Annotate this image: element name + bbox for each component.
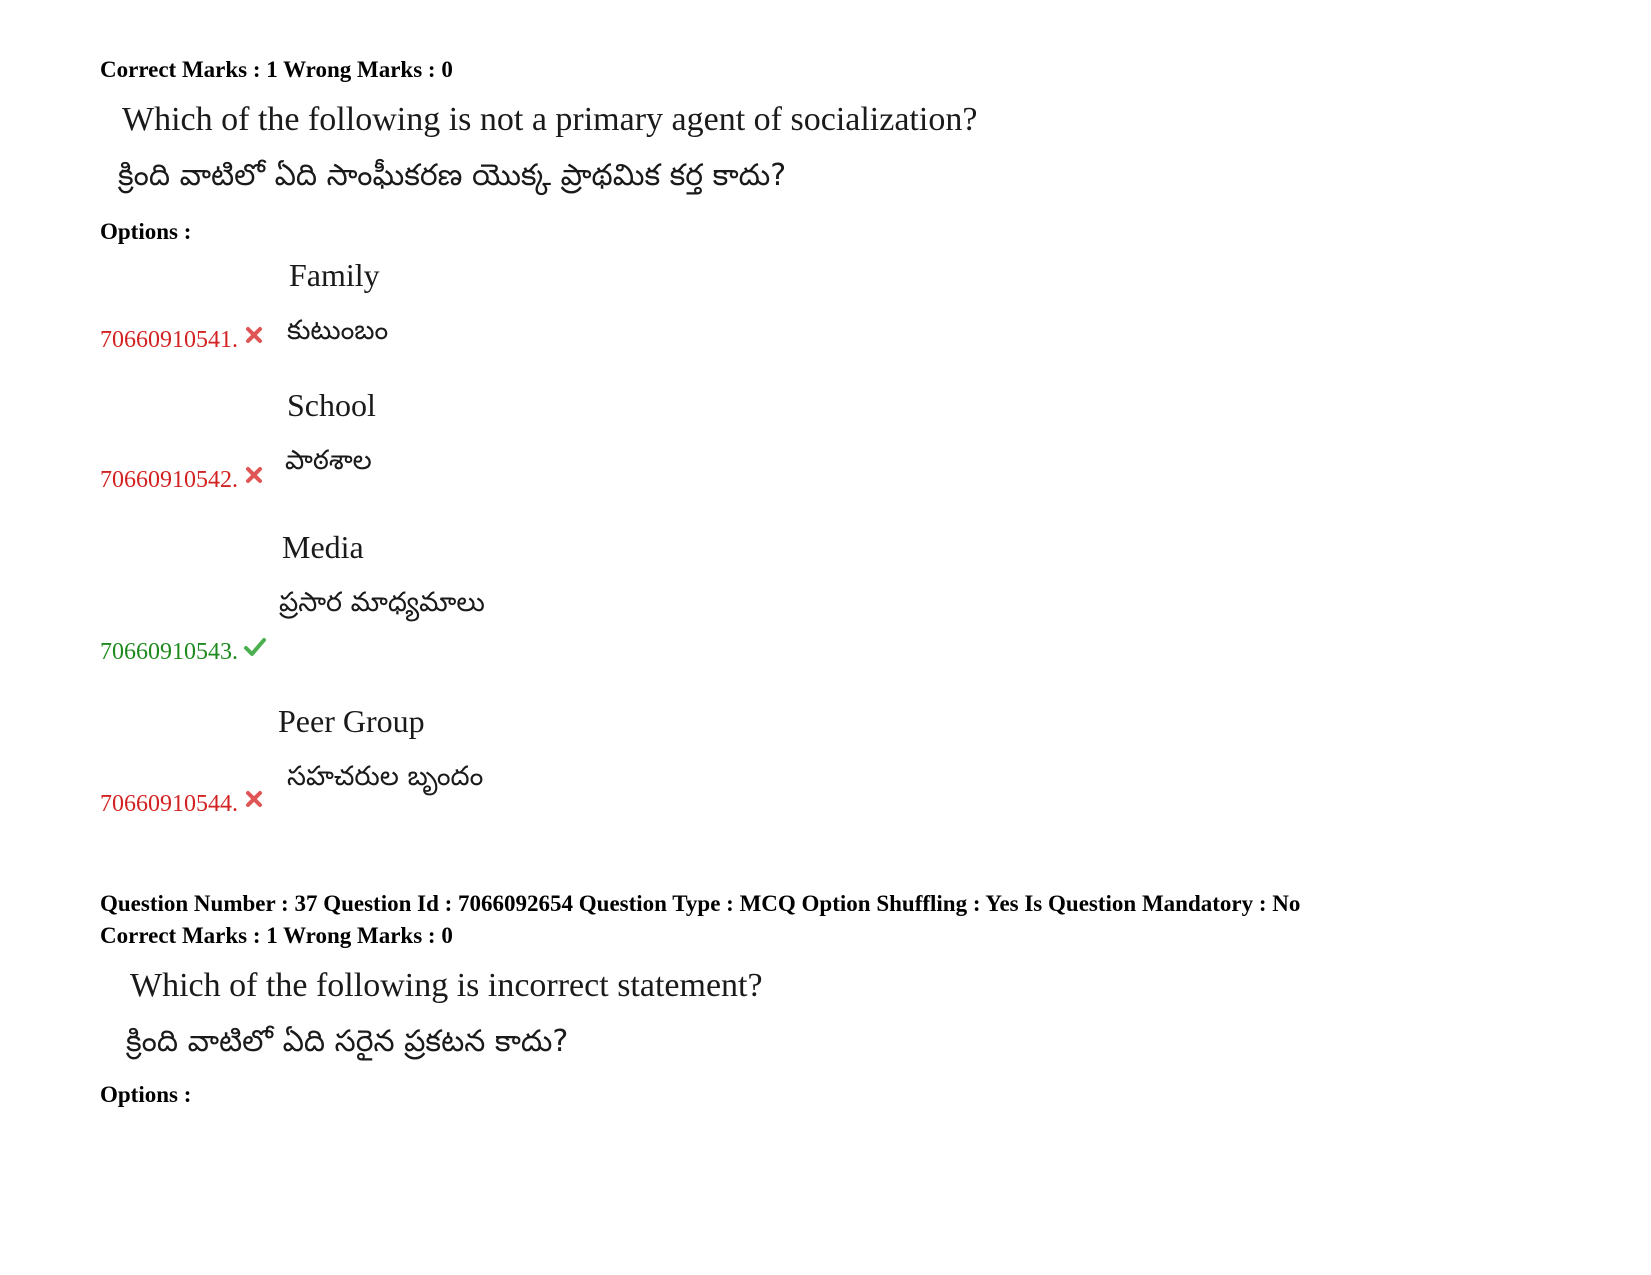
question-text-telugu: క్రింది వాటిలో ఏది సాంఘీకరణ యొక్క ప్రాథమిక కర్త కాదు? <box>118 158 787 193</box>
option-text-english: Family <box>289 257 380 293</box>
option-text-telugu: ప్రసార మాధ్యమాలు <box>279 587 485 618</box>
options-label: Options : <box>100 1082 192 1107</box>
option-text-english: Media <box>282 529 364 565</box>
question-text-english: Which of the following is incorrect statement? <box>130 967 763 1004</box>
cross-icon <box>243 464 265 486</box>
option-id: 70660910542. <box>100 467 238 493</box>
marks-info: Correct Marks : 1 Wrong Marks : 0 <box>100 923 453 948</box>
option-text-english: Peer Group <box>278 703 425 739</box>
option-id: 70660910544. <box>100 791 238 817</box>
marks-info: Correct Marks : 1 Wrong Marks : 0 <box>100 57 453 82</box>
cross-icon <box>243 788 265 810</box>
options-label: Options : <box>100 219 192 244</box>
option-text-english: School <box>287 387 376 423</box>
option-id: 70660910541. <box>100 327 238 353</box>
check-icon <box>243 635 267 659</box>
cross-icon <box>243 324 265 346</box>
question-text-telugu: క్రింది వాటిలో ఏది సరైన ప్రకటన కాదు? <box>126 1024 569 1059</box>
option-text-telugu: సహచరుల బృందం <box>287 761 484 792</box>
option-id: 70660910543. <box>100 639 238 665</box>
option-text-telugu: కుటుంబం <box>287 315 389 346</box>
option-text-telugu: పాఠశాల <box>285 445 372 476</box>
question-text-english: Which of the following is not a primary agent of socialization? <box>122 101 978 138</box>
question-header: Question Number : 37 Question Id : 7066092654 Question Type : MCQ Option Shuffling : Yes Is Question Mandatory : No <box>100 891 1301 916</box>
